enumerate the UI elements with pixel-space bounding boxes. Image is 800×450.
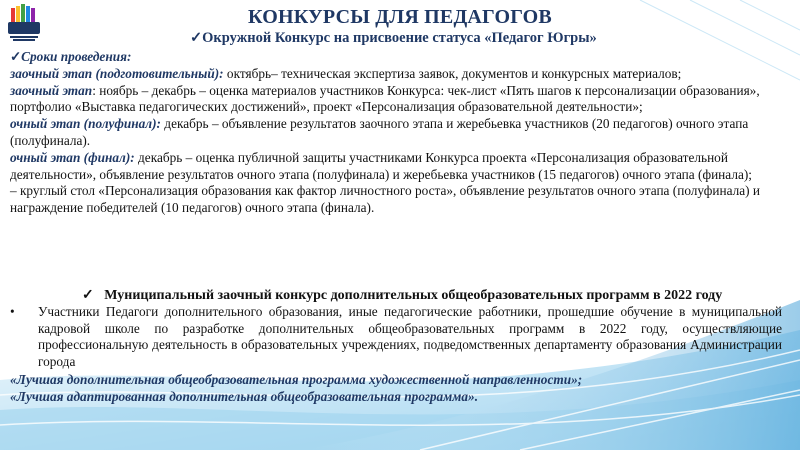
schedule-line-4: очный этап (финал): декабрь – оценка публичной защиты участниками Конкурса проекта «Персонализация образовательной деятельности», объявление результатов очного этапа (полуфинала) и жеребьевка участников (15 педагогов) очного этапа (финала); — [10, 149, 752, 182]
subtitle-text: Окружной Конкурс на присвоение статуса «Педагог Югры» — [202, 30, 597, 46]
schedule-heading: ✓Сроки проведения: — [10, 49, 132, 64]
section2-title: ✓ Муниципальный заочный конкурс дополнительных общеобразовательных программ в 2022 году — [82, 288, 723, 303]
list-item — [10, 304, 782, 370]
section-schedule — [10, 49, 792, 217]
page-title: КОНКУРСЫ ДЛЯ ПЕДАГОГОВ — [248, 6, 552, 28]
check-icon: ✓ — [190, 30, 203, 46]
schedule-line-2: заочный этап: ноябрь – декабрь – оценка материалов участников Конкурса: чек-лист «Пять шагов к персонализации образования», портфолио «Выставка педагогических достижений», проект «Персонализация образовательной деятельности»; — [10, 82, 760, 115]
check-icon: ✓ — [10, 49, 22, 64]
check-icon: ✓ — [82, 288, 94, 303]
section2-body — [10, 304, 782, 370]
contest-subtitle — [190, 30, 597, 47]
bullet-icon: • — [10, 304, 15, 319]
nomination-1: «Лучшая дополнительная общеобразовательная программа художественной направленности»; — [10, 372, 583, 387]
schedule-roundtable: – круглый стол «Персонализация образования как фактор личностного роста», объявление результатов очного этапа (полуфинала) и награждение победителей (10 педагогов) очного этапа (финала). — [10, 183, 761, 216]
schedule-line-3: очный этап (полуфинал): декабрь – объявление результатов заочного этапа и жеребьевка участников (20 педагогов) очного этапа (полуфинала). — [10, 116, 749, 148]
nomination-2: «Лучшая адаптированная дополнительная общеобразовательная программа». — [10, 389, 479, 404]
participants-text: Участники Педагоги дополнительного образования, иные педагогические работники, прошедшие обучение в муниципальной кадровой школе по разработке дополнительных общеобразовательных программ в 2022 году, осуществляющие профессиональную деятельность в образовательных учреждениях, подведомственных департаменту образования Администрации города — [38, 304, 782, 369]
schedule-line-1: заочный этап (подготовительный): октябрь– техническая экспертиза заявок, документов и конкурсных материалов; — [10, 65, 682, 81]
